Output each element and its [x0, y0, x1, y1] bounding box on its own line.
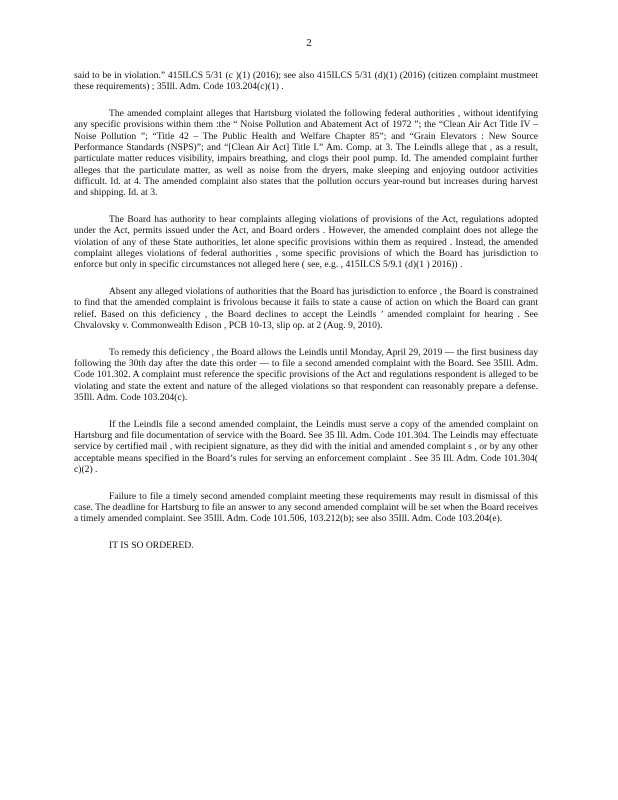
paragraph-amended-complaint-allegations: The amended complaint alleges that Hartsburg violated the following federal authorities , without identifying any specific provisions within them :the “ Noise Pollution and Abatement Act of 1972 ”; the “Clean Air Act Title IV – Noise Pollution ”; “Title 42 – The Public Health and Welfare Chapter 85”; and “Grain Elevators : New Source Performance Standards (NSPS)”; and “[Clean Air Act] Title I.” Am. Comp. at 3. The Leindls allege that , as a result, particulate matter reduces visibility, impairs breathing, and clogs their pool pump. Id. The amended complaint further alleges that the particulate matter, as well as noise from the dryers, make sleeping and enjoying outdoor activities difficult. Id. at 4. The amended complaint also states that the pollution occurs year-round but increases during harvest and shipping. Id. at 3. — [74, 108, 538, 199]
paragraph-service-requirements: If the Leindls file a second amended complaint, the Leindls must serve a copy of the amended complaint on Hartsburg and file documentation of service with the Board. See 35 Ill. Adm. Code 101.304. The Leindls may effectuate service by certified mail , with recipient signature, as they did with the initial and amended complaint s , or by any other acceptable means specified in the Board’s rules for serving an enforcement complaint . See 35 Ill. Adm. Code 101.304( c)(2) . — [74, 418, 538, 475]
closing-order: IT IS SO ORDERED. — [109, 540, 194, 551]
paragraph-continuation: said to be in violation.” 415ILCS 5/31 (c )(1) (2016); see also 415ILCS 5/31 (d)(1) (2016) (citizen complaint mustmeet these requirements) ; 35Ill. Adm. Code 103.204(c)(1) . — [74, 70, 538, 93]
page-number: 2 — [306, 37, 312, 49]
paragraph-board-authority: The Board has authority to hear complaints alleging violations of provisions of the Act, regulations adopted under the Act, permits issued under the Act, and Board orders . However, the amended complaint does not allege the violation of any of these State authorities, let alone specific provisions within them as required . Instead, the amended complaint alleges violations of federal authorities , some specific provisions of which the Board has jurisdiction to enforce but only in specific circumstances not alleged here ( see, e.g. , 415ILCS 5/9.1 (d)(1 ) 2016)) . — [74, 213, 538, 271]
paragraph-remedy-deadline: To remedy this deficiency , the Board allows the Leindls until Monday, April 29, 2019 — the first business day following the 30th day after the date this order — to file a second amended complaint with the Board. See 35Ill. Adm. Code 101.302. A complaint must reference the specific provisions of the Act and regulations respondent is alleged to be violating and state the extent and nature of the alleged violations so that respondent can reasonably prepare a defense. 35Ill. Adm. Code 103.204(c). — [74, 346, 538, 403]
paragraph-failure-to-file: Failure to file a timely second amended complaint meeting these requirements may result in dismissal of this case. The deadline for Hartsburg to file an answer to any second amended complaint will be set when the Board receives a timely amended complaint. See 35Ill. Adm. Code 101.506, 103.212(b); see also 35Ill. Adm. Code 103.204(e). — [74, 490, 538, 525]
document-body — [74, 70, 538, 561]
paragraph-frivolous-finding: Absent any alleged violations of authorities that the Board has jurisdiction to enforce , the Board is constrained to find that the amended complaint is frivolous because it fails to state a cause of action on which the Board can grant relief. Based on this deficiency , the Board declines to accept the Leindls ’ amended complaint for hearing . See Chvalovsky v. Commonwealth Edison , PCB 10-13, slip op. at 2 (Aug. 9, 2010). — [74, 285, 538, 331]
